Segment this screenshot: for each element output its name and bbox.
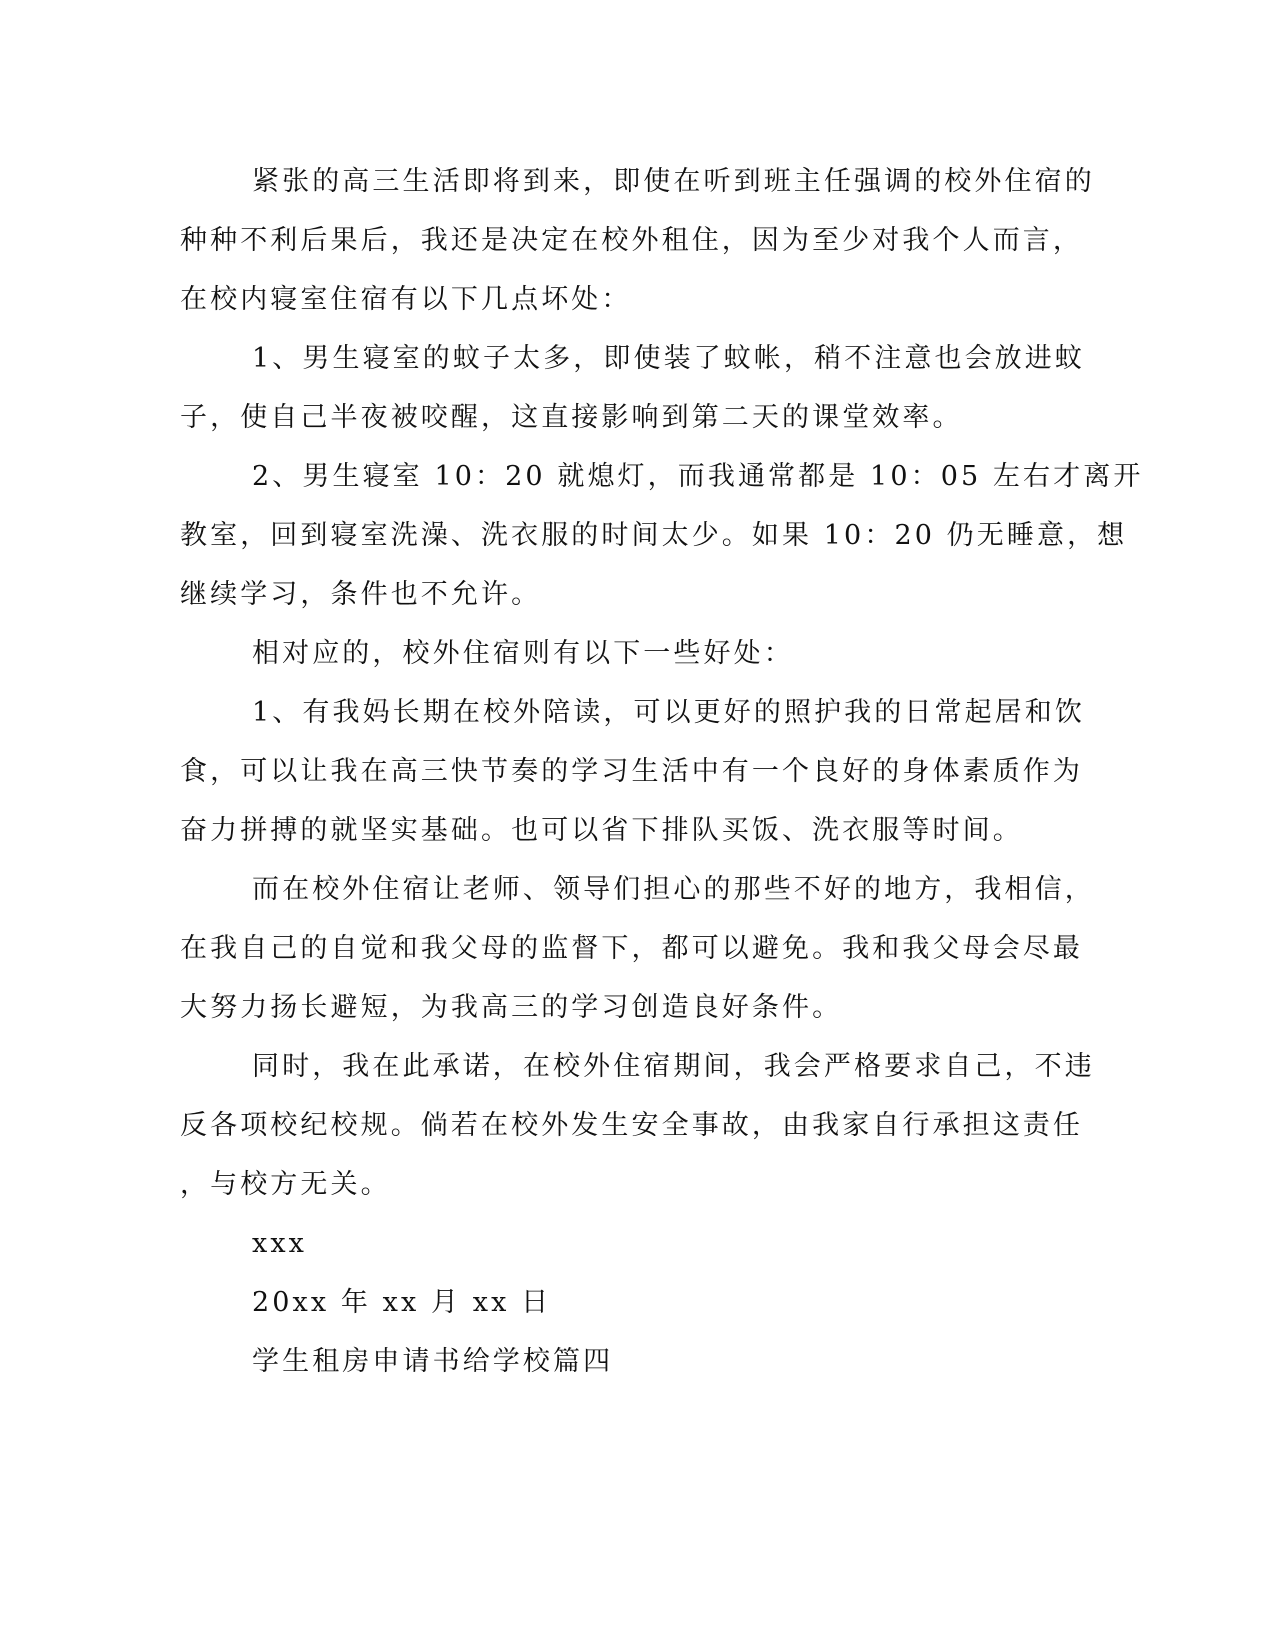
paragraph-1-line-2: 种种不利后果后，我还是决定在校外租住，因为至少对我个人而言， [180,225,1083,256]
paragraph-3-line-3: 继续学习，条件也不允许。 [180,579,542,610]
paragraph-2-line-1: 1、男生寝室的蚊子太多，即使装了蚊帐，稍不注意也会放进蚊 [252,343,1085,374]
paragraph-4-line-1: 相对应的，校外住宿则有以下一些好处： [252,638,794,669]
paragraph-1-line-3: 在校内寝室住宿有以下几点坏处： [180,284,632,315]
paragraph-3-line-2: 教室，回到寝室洗澡、洗衣服的时间太少。如果 10：20 仍无睡意，想 [180,520,1128,551]
paragraph-7-line-3: ，与校方无关。 [180,1169,391,1200]
paragraph-3-line-1: 2、男生寝室 10：20 就熄灯，而我通常都是 10：05 左右才离开 [252,461,1144,492]
paragraph-7-line-2: 反各项校纪校规。倘若在校外发生安全事故，由我家自行承担这责任 [180,1110,1083,1141]
signature-date: 20xx 年 xx 月 xx 日 [252,1287,552,1318]
paragraph-1-line-1: 紧张的高三生活即将到来，即使在听到班主任强调的校外住宿的 [252,166,1095,197]
paragraph-5-line-1: 1、有我妈长期在校外陪读，可以更好的照护我的日常起居和饮 [252,697,1085,728]
paragraph-2-line-2: 子，使自己半夜被咬醒，这直接影响到第二天的课堂效率。 [180,402,963,433]
paragraph-6-line-1: 而在校外住宿让老师、领导们担心的那些不好的地方，我相信， [252,874,1095,905]
section-heading: 学生租房申请书给学校篇四 [252,1346,614,1377]
paragraph-6-line-3: 大努力扬长避短，为我高三的学习创造良好条件。 [180,992,843,1023]
paragraph-6-line-2: 在我自己的自觉和我父母的监督下，都可以避免。我和我父母会尽最 [180,933,1083,964]
paragraph-5-line-3: 奋力拼搏的就坚实基础。也可以省下排队买饭、洗衣服等时间。 [180,815,1023,846]
signature-name: xxx [252,1228,307,1259]
paragraph-7-line-1: 同时，我在此承诺，在校外住宿期间，我会严格要求自己，不违 [252,1051,1095,1082]
paragraph-5-line-2: 食，可以让我在高三快节奏的学习生活中有一个良好的身体素质作为 [180,756,1083,787]
